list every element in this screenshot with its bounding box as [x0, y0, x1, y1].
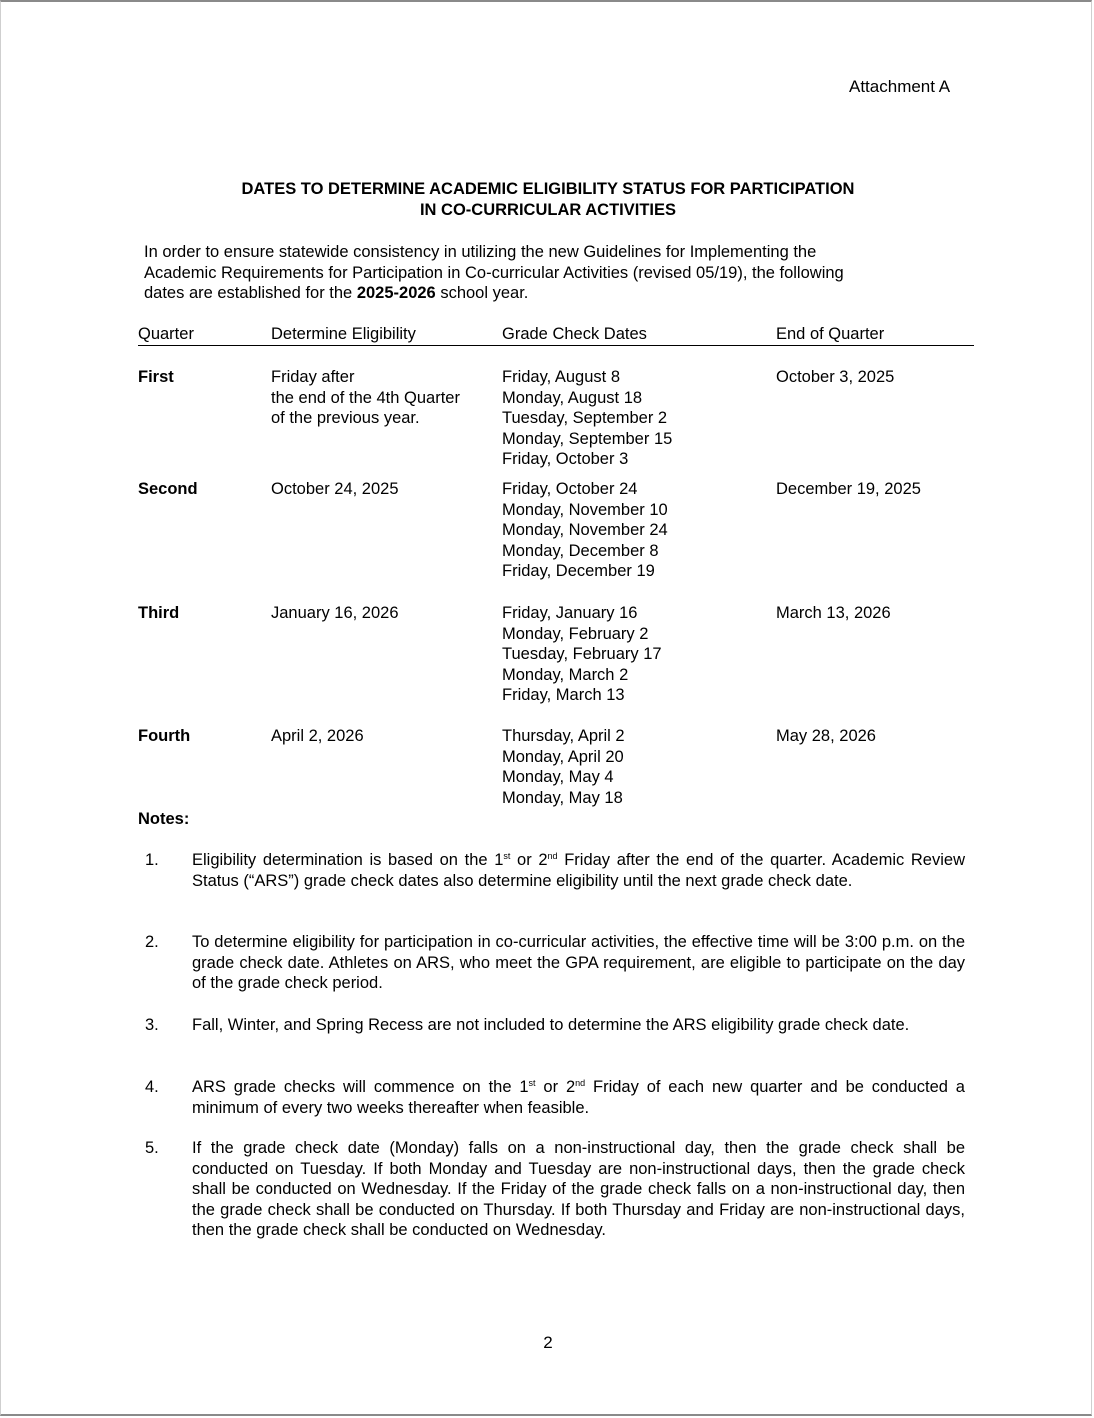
grade-check-dates-cell: Friday, October 24 Monday, November 10 Monday, November 24 Monday, December 8 Friday, December 19: [502, 480, 668, 581]
note-text: If the grade check date (Monday) falls on a non-instructional day, then the grade check shall be conducted on Tuesday. If both Monday and Tuesday are non-instructional days, then the grade check shall be conducted on Wednesday. If the Friday of the grade check falls on a non-instructional day, then the grade check shall be conducted on Thursday. If both Thursday and Friday are non-instructional days, then the grade check shall be conducted on Wednesday.: [192, 1139, 965, 1240]
end-of-quarter-cell: May 28, 2026: [776, 727, 876, 745]
note-text: Fall, Winter, and Spring Recess are not included to determine the ARS eligibility grade check date.: [192, 1016, 910, 1034]
title-line-1: DATES TO DETERMINE ACADEMIC ELIGIBILITY STATUS FOR PARTICIPATION: [241, 180, 855, 198]
end-of-quarter-cell: December 19, 2025: [776, 480, 921, 498]
determine-eligibility-cell: April 2, 2026: [271, 727, 364, 745]
intro-line-3: dates are established for the 2025-2026 school year.: [144, 284, 529, 303]
page-number: 2: [543, 1333, 553, 1352]
note-number: 3.: [145, 1016, 159, 1034]
grade-check-dates-cell: Friday, January 16 Monday, February 2 Tuesday, February 17 Monday, March 2 Friday, March 13: [502, 604, 662, 705]
intro-paragraph: [144, 242, 944, 304]
document-title: [138, 179, 958, 221]
table-header: [138, 324, 974, 346]
note-text: Eligibility determination is based on the 1st or 2nd Friday after the end of the quarter. Academic Review Status (“ARS”) grade check dates also determine eligibility until the next grade check date.: [192, 851, 965, 890]
end-of-quarter-cell: March 13, 2026: [776, 604, 891, 622]
column-header-end-of-quarter: End of Quarter: [776, 325, 885, 343]
note-text: To determine eligibility for participation in co-curricular activities, the effective time will be 3:00 p.m. on the grade check date. Athletes on ARS, who meet the GPA requirement, are eligible to participate on the day of the grade check period.: [192, 933, 965, 993]
attachment-label: Attachment A: [849, 77, 951, 96]
intro-line-2: Academic Requirements for Participation in Co-curricular Activities (revised 05/19), the following: [144, 263, 844, 282]
quarter-cell: First: [138, 368, 174, 386]
intro-line-1: In order to ensure statewide consistency in utilizing the new Guidelines for Implementing the: [144, 243, 817, 261]
determine-eligibility-cell: Friday after the end of the 4th Quarter of the previous year.: [271, 368, 460, 428]
quarter-cell: Third: [138, 604, 180, 622]
end-of-quarter-cell: October 3, 2025: [776, 368, 895, 386]
determine-eligibility-cell: January 16, 2026: [271, 604, 399, 622]
note-number: 1.: [145, 851, 159, 869]
grade-check-dates-cell: Thursday, April 2 Monday, April 20 Monday, May 4 Monday, May 18: [502, 727, 625, 807]
note-text: ARS grade checks will commence on the 1st or 2nd Friday of each new quarter and be conducted a minimum of every two weeks thereafter when feasible.: [192, 1078, 965, 1117]
notes-heading: Notes:: [138, 810, 190, 828]
column-header-determine-eligibility: Determine Eligibility: [271, 325, 416, 343]
note-number: 4.: [145, 1078, 159, 1096]
determine-eligibility-cell: October 24, 2025: [271, 480, 399, 498]
quarter-cell: Fourth: [138, 727, 191, 745]
note-number: 5.: [145, 1139, 159, 1157]
school-year: 2025-2026: [356, 284, 436, 303]
grade-check-dates-cell: Friday, August 8 Monday, August 18 Tuesday, September 2 Monday, September 15 Friday, October 3: [502, 368, 673, 469]
note-number: 2.: [145, 933, 159, 951]
title-line-2: IN CO-CURRICULAR ACTIVITIES: [419, 201, 677, 219]
quarter-cell: Second: [138, 480, 198, 498]
column-header-quarter: Quarter: [138, 325, 194, 343]
column-header-grade-check-dates: Grade Check Dates: [502, 325, 647, 343]
